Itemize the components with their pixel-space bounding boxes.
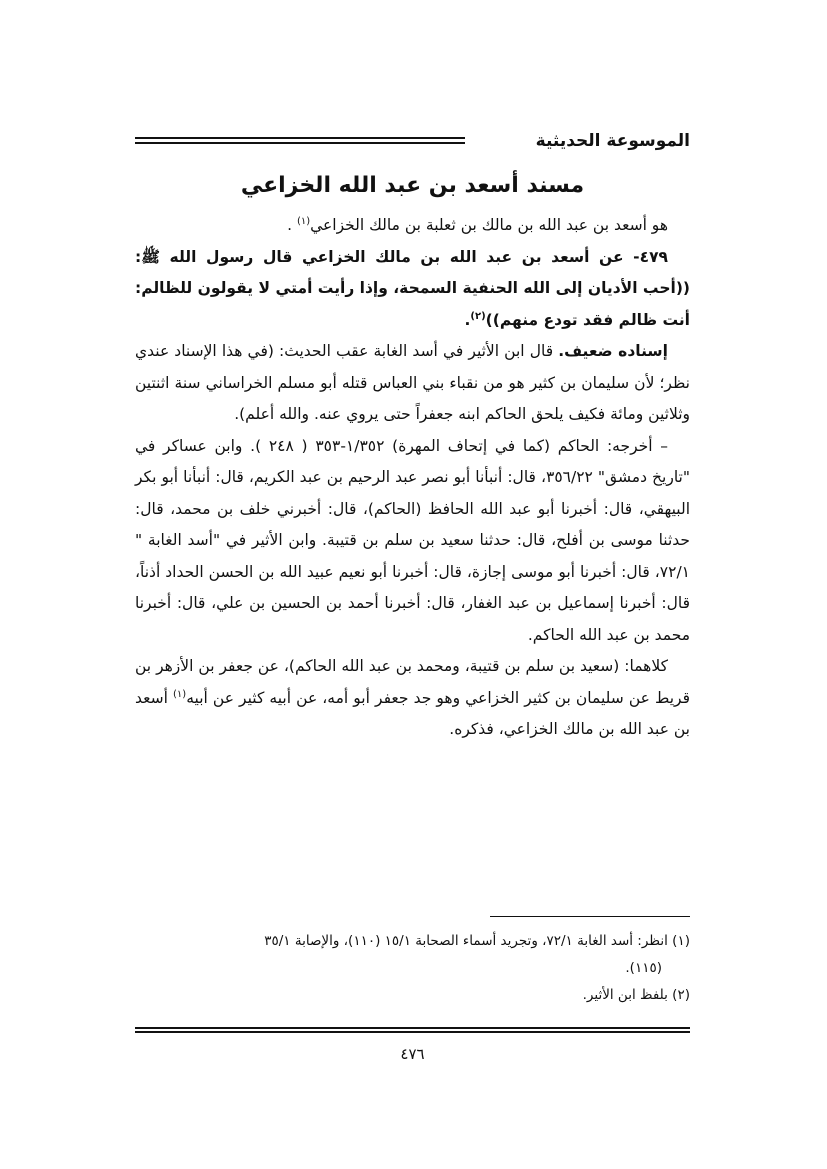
isnad-paragraph — [135, 336, 690, 431]
takhrij-paragraph: – أخرجه: الحاكم (كما في إتحاف المهرة) ١/٣٥٢-٣٥٣ ( ٢٤٨ ). وابن عساكر في "تاريخ دمشق" ٣٥٦/٢٢، قال: أنبأنا أبو نصر عبد الرحيم بن عبد الكريم، قال: أنبأنا أبو بكر البيهقي، قال: أخبرنا أبو عبد الله الحافظ (الحاكم)، قال: أخبرني خلف بن محمد، قال: حدثنا موسى بن أفلح، قال: حدثنا سعيد بن سلم بن قتيبة. وابن الأثير في "أسد الغابة " ٧٢/١، قال: أخبرنا أبو موسى إجازة، قال: أخبرنا أبو نعيم عبيد الله بن الحسن الحداد أذناً، قال: أخبرنا إسماعيل بن عبد الغفار، قال: أخبرنا أحمد بن الحسين بن علي، قال: أخبرنا محمد بن عبد الله الحاكم. — [135, 436, 690, 644]
footnote-2: (٢) بلفظ ابن الأثير. — [582, 987, 690, 1003]
kilahuma-paragraph — [135, 651, 690, 746]
header-rule-short — [135, 137, 177, 144]
bottom-rule — [135, 1027, 690, 1033]
intro-text: هو أسعد بن عبد الله بن مالك بن ثعلبة بن مالك الخزاعي — [310, 216, 668, 234]
hadith-paragraph — [135, 242, 690, 337]
hadith-text: ٤٧٩- عن أسعد بن عبد الله بن مالك الخزاعي قال رسول الله ﷺ: ((أحب الأديان إلى الله الحنفية السمحة، وإذا رأيت أمتي لا يقولون للظالم: أنت ظالم فقد تودع منهم)) — [135, 247, 690, 329]
header-rule-long — [135, 137, 465, 144]
footnote-1 — [135, 928, 690, 982]
header-title: الموسوعة الحديثية — [535, 131, 690, 151]
hadith-footnote-ref[interactable]: (٢) — [470, 310, 486, 322]
footnote-separator — [490, 916, 690, 917]
footnote-1-text: (١) انظر: أسد الغابة ٧٢/١، وتجريد أسماء الصحابة ١٥/١ (١١٠)، والإصابة ٣٥/١ — [264, 933, 690, 949]
hadith-end: . — [464, 310, 471, 329]
kilahuma-footnote-ref[interactable]: (١) — [173, 688, 187, 700]
footnotes — [135, 928, 690, 1009]
isnad-text: قال ابن الأثير في أسد الغابة عقب الحديث: (في هذا الإسناد عندي نظر؛ لأن سليمان بن كثير هو من نقباء بني العباس قتله أبو مسلم الخراساني سنة اثنتين وثلاثين ومائة فكيف يلحق الحاكم ابنه جعفراً حتى يروي عنه. والله أعلم). — [135, 342, 690, 423]
isnad-label: إسناده ضعيف. — [558, 342, 668, 360]
page-title: مسند أسعد بن عبد الله الخزاعي — [240, 173, 585, 198]
intro-paragraph — [135, 210, 690, 242]
page-number: ٤٧٦ — [400, 1045, 425, 1063]
running-header — [135, 128, 690, 158]
main-content — [135, 166, 690, 746]
footnote-1-cont: (١١٥). — [625, 960, 662, 976]
kilahuma-end: أسعد بن عبد الله بن مالك الخزاعي، فذكره. — [135, 688, 690, 738]
intro-footnote-ref[interactable]: (١) — [296, 215, 311, 227]
intro-end: . — [287, 216, 297, 234]
kilahuma-text: كلاهما: (سعيد بن سلم بن قتيبة، ومحمد بن عبد الله الحاكم)، عن جعفر بن الأزهر بن قريط عن سليمان بن كثير الخزاعي وهو جد جعفر أبو أمه، عن أبيه كثير عن أبيه — [135, 657, 690, 707]
